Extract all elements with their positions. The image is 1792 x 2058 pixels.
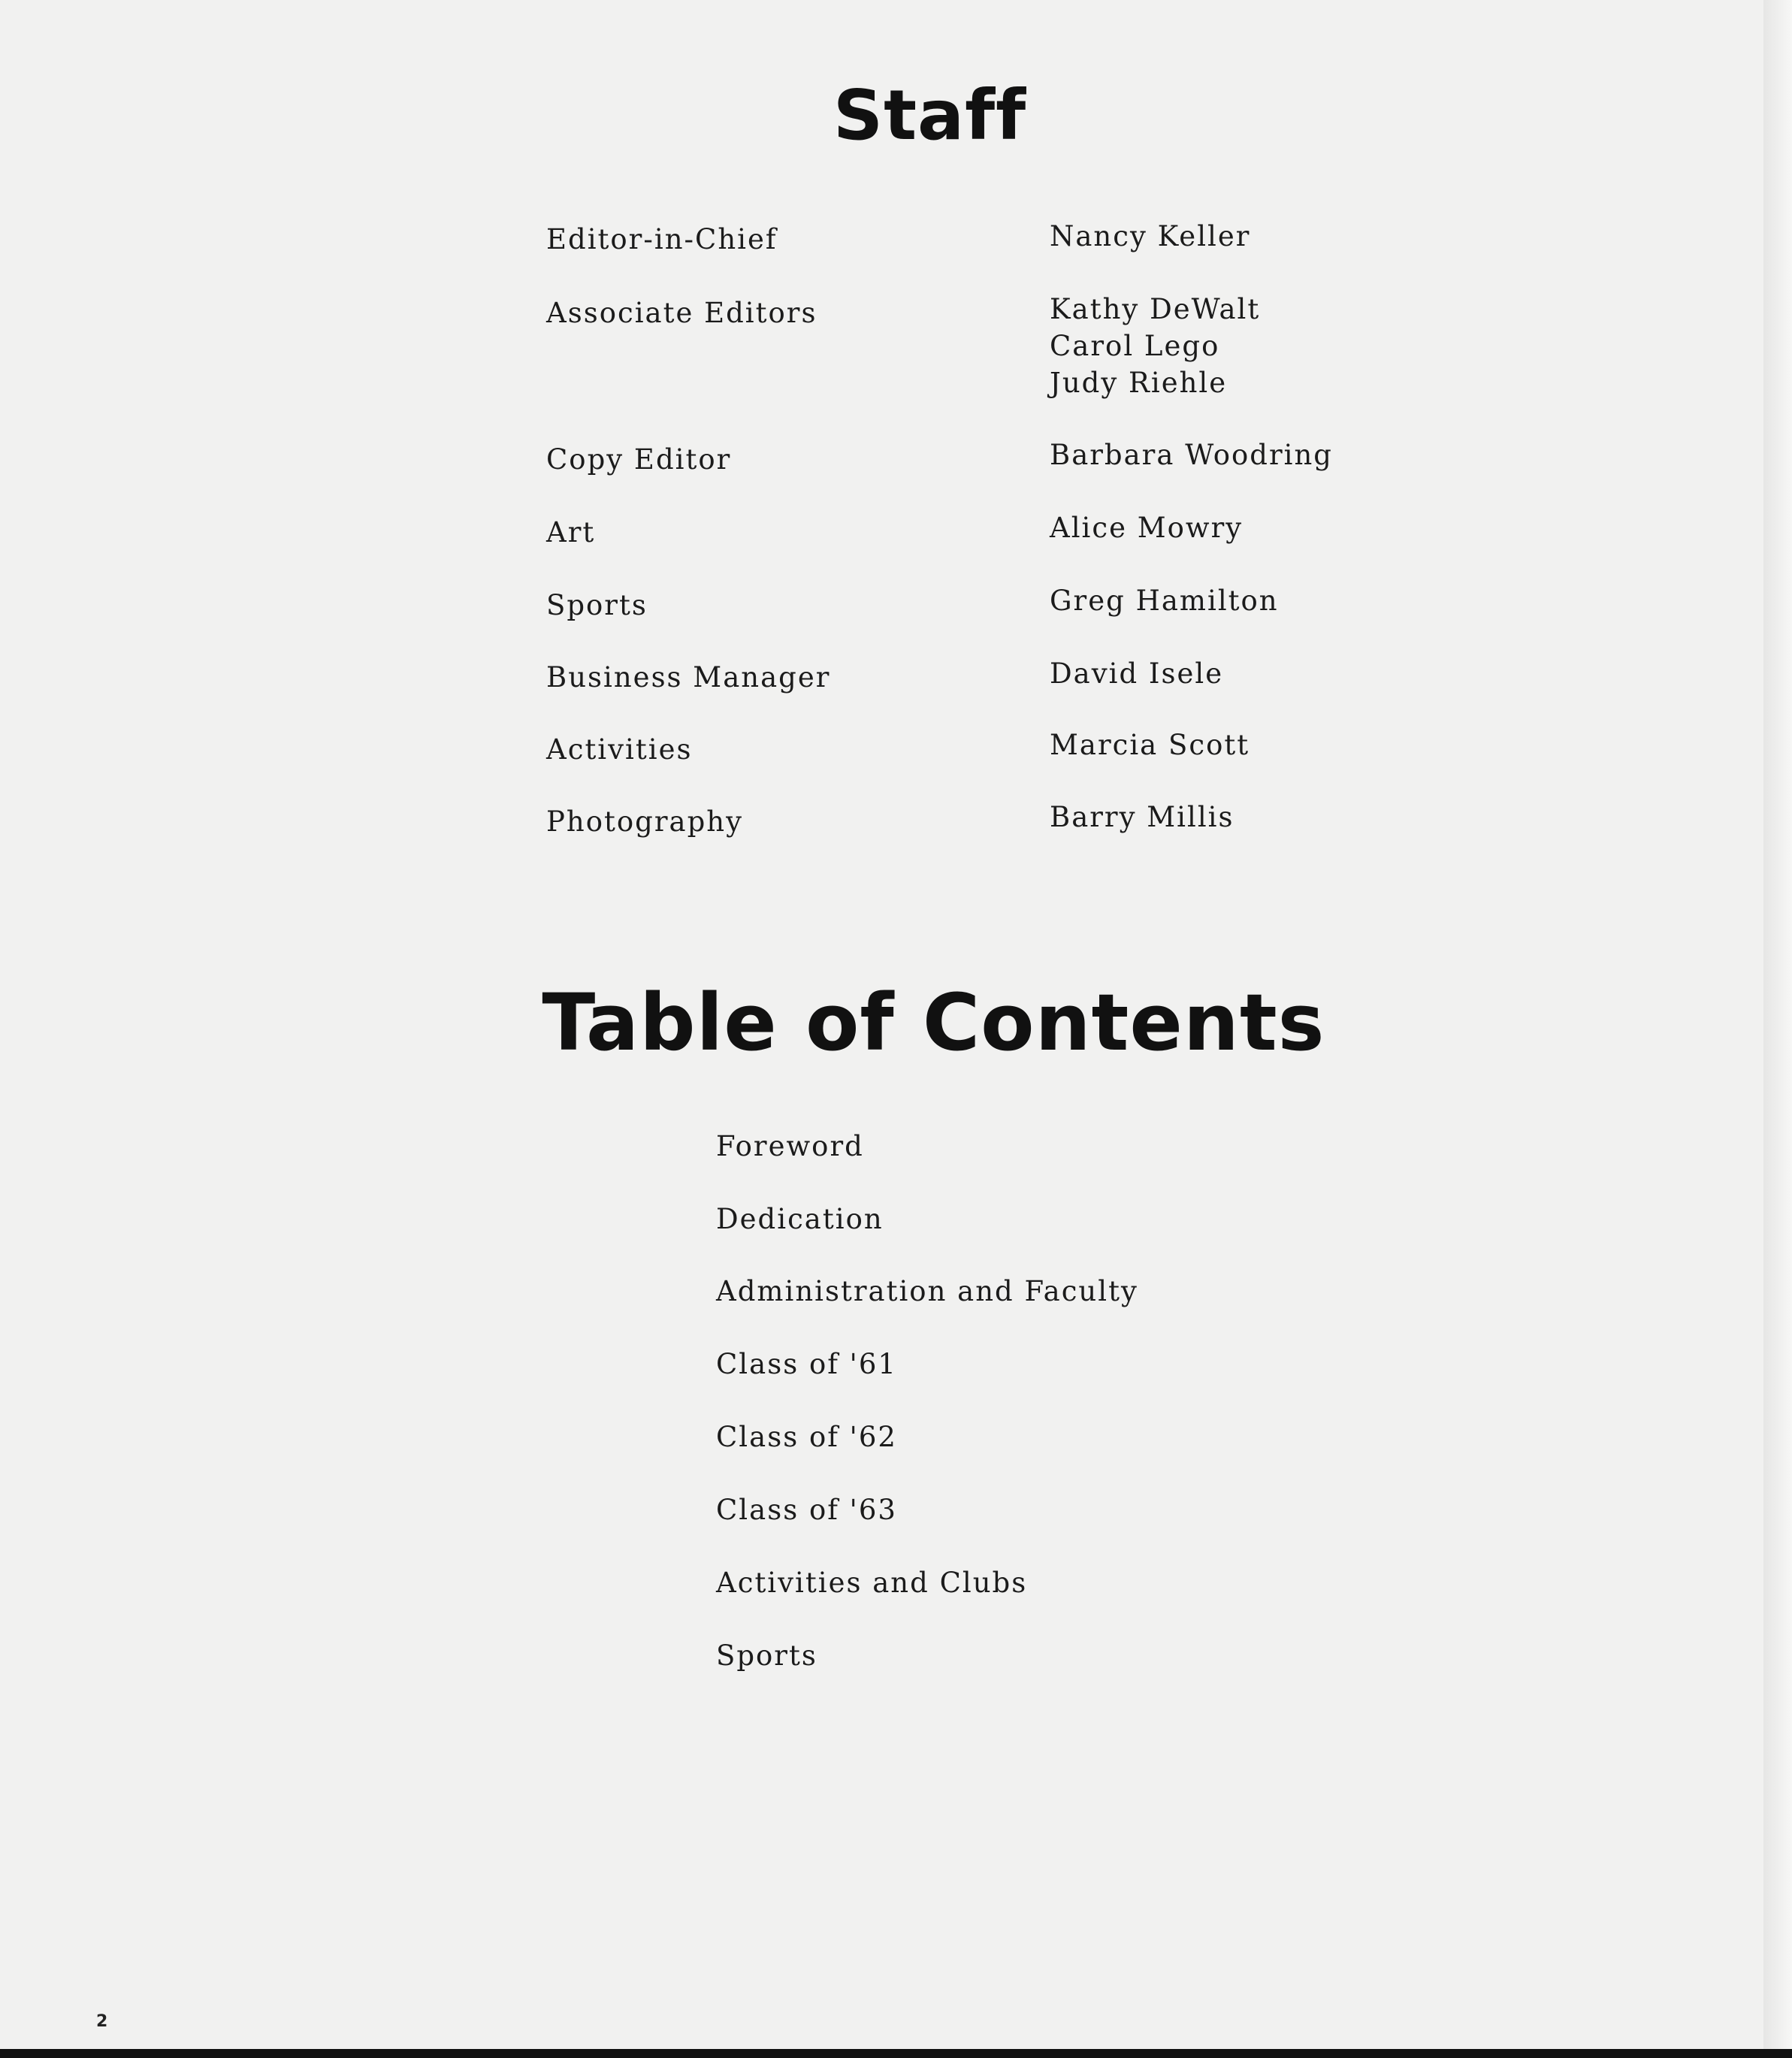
- staff-name: Nancy Keller: [1050, 220, 1251, 252]
- staff-role: Art: [546, 516, 596, 548]
- staff-role: Activities: [546, 733, 693, 766]
- staff-name: Barbara Woodring: [1050, 439, 1333, 471]
- toc-item: Administration and Faculty: [716, 1275, 1138, 1307]
- staff-role: Copy Editor: [546, 443, 732, 476]
- staff-name: Marcia Scott: [1050, 729, 1250, 761]
- staff-name: Judy Riehle: [1050, 367, 1228, 399]
- staff-name: David Isele: [1050, 657, 1224, 690]
- staff-name: Alice Mowry: [1050, 512, 1244, 544]
- staff-name: Kathy DeWalt: [1050, 293, 1261, 325]
- page-bottom-border: [0, 2049, 1792, 2058]
- toc-item: Sports: [716, 1639, 817, 1672]
- toc-item: Foreword: [716, 1130, 864, 1162]
- staff-name: Carol Lego: [1050, 330, 1220, 362]
- staff-name: Barry Millis: [1050, 801, 1234, 833]
- toc-heading: Table of Contents: [542, 977, 1325, 1068]
- staff-role: Sports: [546, 589, 648, 621]
- staff-role: Business Manager: [546, 661, 831, 694]
- staff-role: Associate Editors: [546, 297, 817, 329]
- staff-heading: Staff: [833, 75, 1027, 156]
- page-number: 2: [96, 2012, 108, 2031]
- toc-item: Activities and Clubs: [716, 1567, 1028, 1599]
- staff-name: Greg Hamilton: [1050, 585, 1279, 617]
- staff-role: Editor-in-Chief: [546, 223, 778, 255]
- staff-role: Photography: [546, 805, 743, 838]
- toc-item: Dedication: [716, 1203, 884, 1235]
- toc-item: Class of '63: [716, 1494, 897, 1526]
- toc-item: Class of '62: [716, 1421, 897, 1453]
- toc-item: Class of '61: [716, 1348, 897, 1380]
